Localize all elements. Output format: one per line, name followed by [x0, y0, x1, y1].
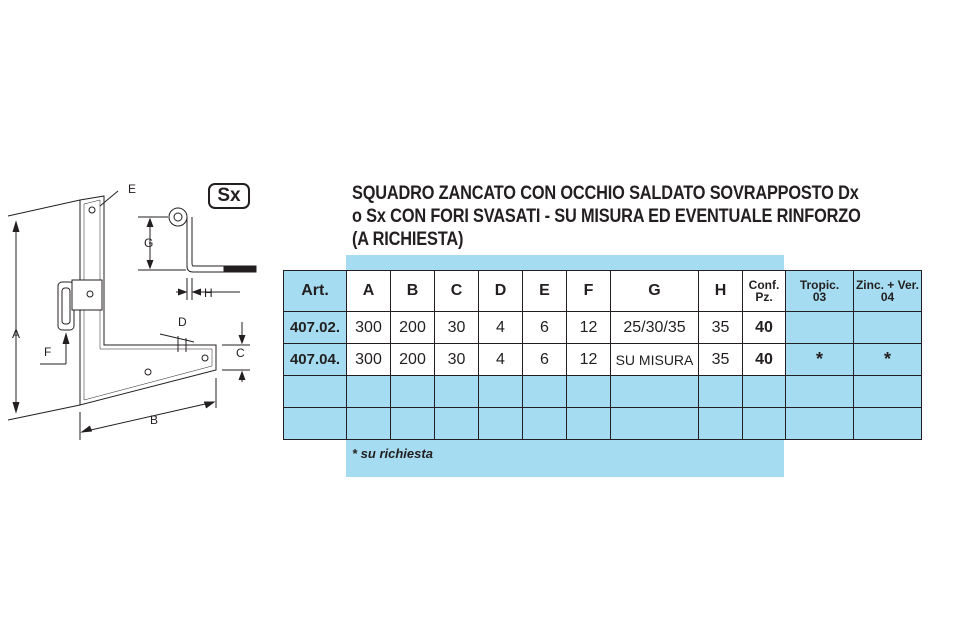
- cell-a: 300: [347, 344, 391, 376]
- cell-c: 30: [435, 312, 479, 344]
- cell-empty: [391, 408, 435, 440]
- header-zinc-code: 04: [880, 290, 895, 304]
- cell-h: 35: [699, 344, 743, 376]
- cell-b: 200: [391, 312, 435, 344]
- cell-empty: [854, 376, 922, 408]
- cell-e: 6: [523, 312, 567, 344]
- cell-empty: [523, 408, 567, 440]
- cell-conf: 40: [743, 312, 786, 344]
- header-e: E: [523, 271, 567, 312]
- dim-label-e: E: [128, 182, 137, 196]
- cell-h: 35: [699, 312, 743, 344]
- header-g: G: [611, 271, 699, 312]
- table-row: [284, 312, 922, 344]
- cell-empty: [567, 408, 611, 440]
- dim-label-a: A: [12, 327, 21, 341]
- cell-f: 12: [567, 312, 611, 344]
- header-zinc: [854, 271, 922, 312]
- header-c: C: [435, 271, 479, 312]
- title-line-3: (A RICHIESTA): [352, 229, 464, 250]
- cell-empty: [479, 408, 523, 440]
- header-zinc-label: Zinc. + Ver.: [855, 278, 920, 292]
- header-tropic-code: 03: [812, 290, 827, 304]
- header-tropic: [786, 271, 854, 312]
- cell-c: 30: [435, 344, 479, 376]
- cell-empty: [284, 376, 347, 408]
- cell-empty: [347, 376, 391, 408]
- header-tropic-label: Tropic.: [799, 278, 840, 292]
- cell-empty: [699, 408, 743, 440]
- table-row: [284, 344, 922, 376]
- table-row-empty: [284, 376, 922, 408]
- cell-conf: 40: [743, 344, 786, 376]
- eye-profile-drawing: [130, 200, 260, 310]
- cell-empty: [479, 376, 523, 408]
- cell-empty: [743, 408, 786, 440]
- spec-table: [283, 270, 922, 440]
- title-line-2: o Sx CON FORI SVASATI - SU MISURA ED EVENTUALE RINFORZO: [352, 206, 861, 227]
- header-conf-label: Conf.: [748, 278, 780, 292]
- dim-label-f: F: [44, 345, 52, 359]
- dim-label-b: B: [150, 413, 159, 427]
- cell-empty: [611, 408, 699, 440]
- cell-empty: [284, 408, 347, 440]
- product-title: [352, 182, 859, 251]
- side-badge: Sx: [208, 183, 250, 209]
- cell-empty: [391, 376, 435, 408]
- cell-empty: [786, 408, 854, 440]
- cell-art: 407.02.: [284, 312, 347, 344]
- cell-empty: [435, 376, 479, 408]
- cell-g: 25/30/35: [611, 312, 699, 344]
- cell-empty: [743, 376, 786, 408]
- header-conf-unit: Pz.: [755, 290, 773, 304]
- cell-empty: [611, 376, 699, 408]
- cell-empty: [699, 376, 743, 408]
- header-f: F: [567, 271, 611, 312]
- dim-label-g: G: [144, 236, 154, 250]
- table-row-empty: [284, 408, 922, 440]
- cell-empty: [854, 408, 922, 440]
- cell-empty: [347, 408, 391, 440]
- cell-a: 300: [347, 312, 391, 344]
- cell-empty: [523, 376, 567, 408]
- table-header-row: [284, 271, 922, 312]
- cell-empty: [786, 376, 854, 408]
- cell-b: 200: [391, 344, 435, 376]
- header-conf: [743, 271, 786, 312]
- footnote: * su richiesta: [352, 446, 433, 461]
- cell-tropic: [786, 312, 854, 344]
- cell-d: 4: [479, 344, 523, 376]
- dim-label-c: C: [236, 346, 245, 360]
- cell-empty: [435, 408, 479, 440]
- cell-d: 4: [479, 312, 523, 344]
- dim-label-h: H: [204, 286, 213, 300]
- cell-zinc: *: [854, 344, 922, 376]
- cell-art: 407.04.: [284, 344, 347, 376]
- header-h: H: [699, 271, 743, 312]
- cell-zinc: [854, 312, 922, 344]
- cell-g: SU MISURA: [611, 344, 699, 376]
- cell-f: 12: [567, 344, 611, 376]
- cell-empty: [567, 376, 611, 408]
- header-d: D: [479, 271, 523, 312]
- cell-tropic: *: [786, 344, 854, 376]
- title-line-1: SQUADRO ZANCATO CON OCCHIO SALDATO SOVRAPPOSTO Dx: [352, 183, 859, 204]
- dim-label-d: D: [178, 315, 187, 329]
- header-art: Art.: [284, 271, 347, 312]
- cell-e: 6: [523, 344, 567, 376]
- header-b: B: [391, 271, 435, 312]
- header-a: A: [347, 271, 391, 312]
